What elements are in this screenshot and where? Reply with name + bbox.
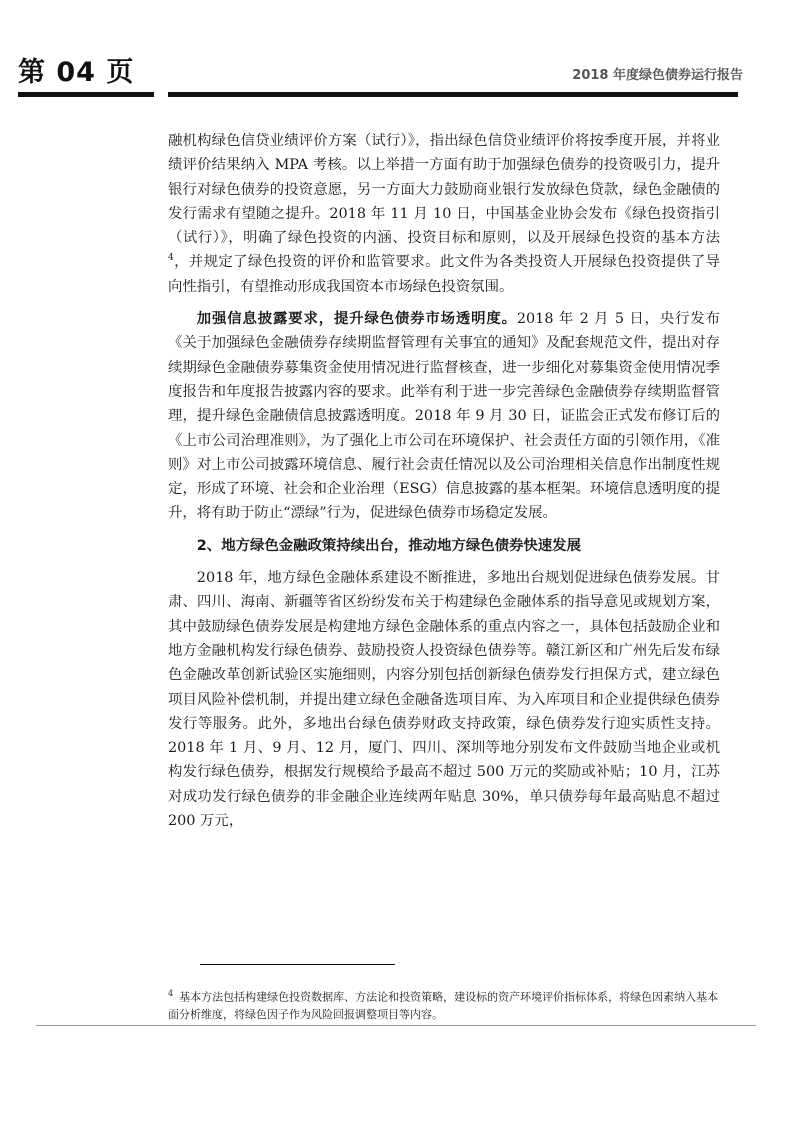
page-bottom-rule bbox=[36, 1025, 756, 1026]
main-body-text bbox=[168, 129, 720, 841]
header-rule-right bbox=[168, 92, 738, 97]
footnote-reference-4[interactable]: 4 bbox=[168, 253, 174, 264]
footnote-text: 基本方法包括构建绿色投资数据库、方法论和投资策略，建设标的资产环境评价指标体系，将绿色因素纳入基本面分析维度，将绿色因子作为风险回报调整项目等内容。 bbox=[168, 990, 719, 1021]
paragraph-1-text: 融机构绿色信贷业绩评价方案（试行）》，指出绿色信贷业绩评价将按季度开展，并将业绩评价结果纳入 MPA 考核。以上举措一方面有助于加强绿色债券的投资吸引力，提升银行对绿色债券的投资意愿，另一方面大力鼓励商业银行发放绿色贷款，绿色金融债的发行需求有望随之提升。2018 年 11 月 10 日，中国基金业协会发布《绿色投资指引（试行）》，明确了绿色投资的内涵、投资目标和原则，以及开展绿色投资的基本方法 bbox=[168, 133, 720, 247]
paragraph-disclosure bbox=[168, 307, 720, 526]
paragraph-lead-heading: 加强信息披露要求，提升绿色债券市场透明度。 bbox=[196, 311, 517, 328]
header-rule-left bbox=[18, 92, 154, 97]
footnote bbox=[168, 985, 728, 1023]
paragraph-2-text: 2018 年 2 月 5 日，央行发布《关于加强绿色金融债券存续期监督管理有关事宜的通知》及配套规范文件，提出对存续期绿色金融债券募集资金使用情况进行监督核查，进一步细化对募集资金使用情况季度报告和年度报告披露内容的要求。此举有利于进一步完善绿色金融债券存续期监督管理，提升绿色金融债信息披露透明度。2018 年 9 月 30 日，证监会正式发布修订后的《上市公司治理准则》，为了强化上市公司在环境保护、社会责任方面的引领作用，《准则》对上市公司披露环境信息、履行社会责任情况以及公司治理相关信息作出制度性规定，形成了环境、社会和企业治理（ESG）信息披露的基本框架。环境信息透明度的提升，将有助于防止“漂绿”行为，促进绿色债券市场稳定发展。 bbox=[168, 311, 720, 522]
section-heading: 2、地方绿色金融政策持续出台，推动地方绿色债券快速发展 bbox=[196, 537, 581, 554]
document-title: 2018 年度绿色债券运行报告 bbox=[572, 68, 743, 83]
paragraph-continued bbox=[168, 129, 720, 299]
paragraph-local-policy: 2018 年，地方绿色金融体系建设不断推进，多地出台规划促进绿色债券发展。甘肃、四川、海南、新疆等省区纷纷发布关于构建绿色金融体系的指导意见或规划方案，其中鼓励绿色债券发展是构建地方绿色金融体系的重点内容之一，具体包括鼓励企业和地方金融机构发行绿色债券、鼓励投资人投资绿色债券等。赣江新区和广州先后发布绿色金融改革创新试验区实施细则，内容分别包括创新绿色债券发行担保方式，建立绿色项目风险补偿机制，并提出建立绿色金融备选项目库、为入库项目和企业提供绿色债券发行等服务。此外，多地出台绿色债券财政支持政策，绿色债券发行迎实质性支持。2018 年 1 月、9 月、12 月，厦门、四川、深圳等地分别发布文件鼓励当地企业或机构发行绿色债券，根据发行规模给予最高不超过 500 万元的奖励或补贴；10 月，江苏对成功发行绿色债券的非金融企业连续两年贴息 30%，单只债券每年最高贴息不超过 200 万元， bbox=[168, 570, 720, 830]
paragraph-1-tail: ，并规定了绿色投资的评价和监管要求。此文件为各类投资人开展绿色投资提供了导向性指引，有望推动形成我国资本市场绿色投资氛围。 bbox=[168, 254, 720, 295]
footnote-number: 4 bbox=[168, 989, 174, 998]
page-number-label: 第 04 页 bbox=[18, 57, 135, 88]
footnote-separator bbox=[200, 964, 395, 965]
